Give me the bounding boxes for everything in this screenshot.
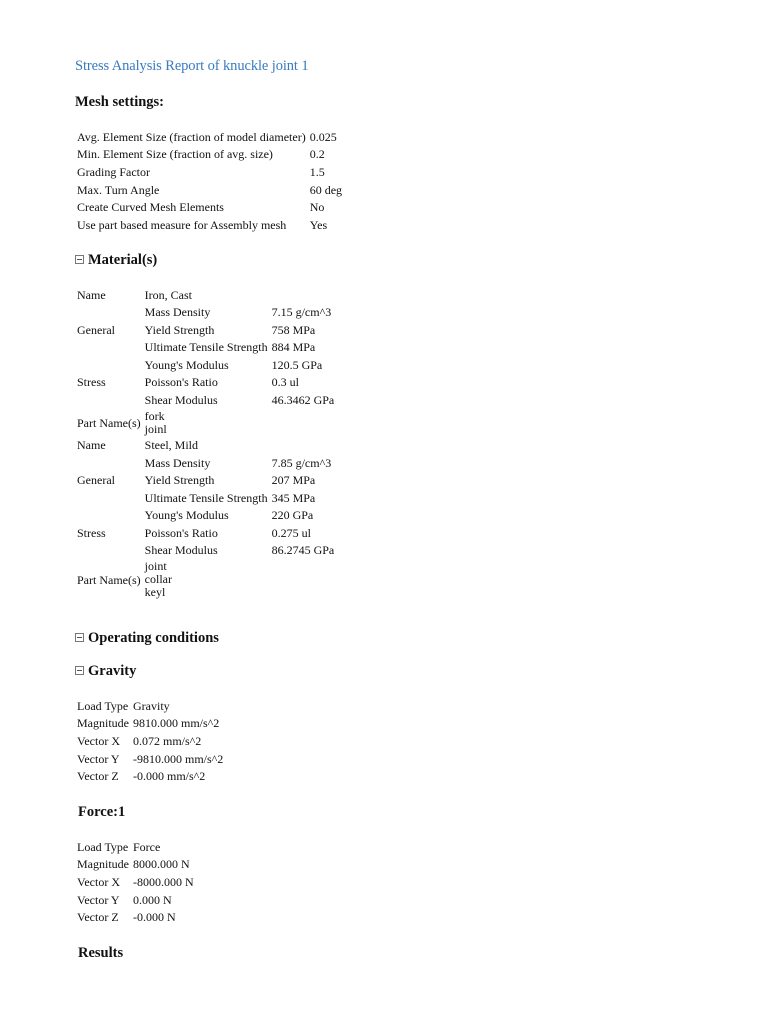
property-name: Ultimate Tensile Strength [144,340,268,355]
setting-value: 1.5 [309,164,325,179]
group-label-empty [75,304,143,322]
material-parts-row [75,559,354,600]
property-name: Ultimate Tensile Strength [144,490,268,505]
operating-conditions-label: Operating conditions [88,630,219,646]
force-row [75,856,196,874]
part-names-list [143,409,354,437]
mesh-setting-row [75,198,344,216]
material-name-row [75,437,354,455]
group-label-empty [75,542,143,560]
general-group-label: General [77,473,115,488]
operating-conditions-heading [75,630,219,647]
load-value: Gravity [133,698,170,713]
property-value: 758 MPa [271,322,316,337]
mesh-settings-table [75,128,344,234]
load-label: Vector X [77,874,120,889]
material-property-row [75,339,354,357]
gravity-heading [75,663,136,680]
material-property-row [75,304,354,322]
load-label: Vector X [77,733,120,748]
setting-label: Use part based measure for Assembly mesh [77,217,287,232]
collapse-toggle-icon[interactable] [75,633,84,642]
mesh-setting-row [75,146,344,164]
material-property-row [75,391,354,409]
gravity-row [75,732,225,750]
group-label-empty [75,339,143,357]
material-name: Steel, Mild [144,438,198,453]
property-value: 46.3462 GPa [271,392,335,407]
setting-label: Max. Turn Angle [77,182,160,197]
property-value: 220 GPa [271,508,314,523]
property-name: Mass Density [144,455,211,470]
gravity-table [75,697,225,785]
load-label: Vector Z [77,910,119,925]
material-property-row [75,356,354,374]
force-row [75,908,196,926]
gravity-row [75,767,225,785]
part-names-label: Part Name(s) [77,415,141,430]
report-title: Stress Analysis Report of knuckle joint 1 [75,58,309,74]
property-name: Mass Density [144,305,211,320]
load-value: -0.000 N [133,910,176,925]
materials-heading-label: Material(s) [88,252,158,268]
setting-value: 60 deg [309,182,343,197]
material-name-label: Name [77,438,106,453]
setting-value: Yes [309,217,328,232]
material-property-row [75,542,354,560]
group-label-empty [75,391,143,409]
load-value: 0.000 N [133,892,172,907]
property-value: 86.2745 GPa [271,543,335,558]
property-name: Young's Modulus [144,357,229,372]
property-value: 884 MPa [271,340,316,355]
material-property-row [75,374,354,392]
results-heading: Results [78,945,124,961]
part-name: fork [144,408,165,423]
material-name-row [75,286,354,304]
gravity-row [75,715,225,733]
property-value: 207 MPa [271,473,316,488]
load-value: 9810.000 mm/s^2 [133,716,220,731]
group-label-empty [75,507,143,525]
property-value: 7.85 g/cm^3 [271,455,332,470]
part-name: joint [144,559,167,573]
general-group-label: General [77,322,115,337]
part-name: keyl [144,585,166,599]
part-names-label: Part Name(s) [77,572,141,587]
materials-heading [75,252,157,269]
property-value: 0.3 ul [271,375,299,390]
property-name: Young's Modulus [144,508,229,523]
load-value: -9810.000 mm/s^2 [133,751,224,766]
material-parts-row [75,409,354,437]
group-label-empty [75,356,143,374]
gravity-row [75,750,225,768]
material-property-row [75,472,354,490]
property-name: Shear Modulus [144,392,218,407]
load-value: 0.072 mm/s^2 [133,733,202,748]
load-label: Vector Y [77,751,120,766]
load-value: -0.000 mm/s^2 [133,769,206,784]
setting-value: 0.025 [309,129,337,144]
property-value: 7.15 g/cm^3 [271,305,332,320]
collapse-toggle-icon[interactable] [75,255,84,264]
mesh-setting-row [75,216,344,234]
load-label: Load Type [77,839,129,854]
setting-label: Avg. Element Size (fraction of model diameter) [77,129,306,144]
setting-label: Create Curved Mesh Elements [77,200,224,215]
part-name: joinl [144,421,167,436]
materials-table [75,286,354,600]
setting-label: Grading Factor [77,164,150,179]
setting-value: 0.2 [309,147,325,162]
load-label: Magnitude [77,857,129,872]
group-label-empty [75,489,143,507]
property-value: 345 MPa [271,490,316,505]
load-value: Force [133,839,161,854]
force-table [75,838,196,926]
setting-label: Min. Element Size (fraction of avg. size) [77,147,273,162]
mesh-settings-heading: Mesh settings: [75,94,165,110]
property-name: Yield Strength [144,473,215,488]
material-name-label: Name [77,287,106,302]
property-value: 120.5 GPa [271,357,323,372]
property-name: Poisson's Ratio [144,525,218,540]
material-property-row [75,507,354,525]
material-property-row [75,321,354,339]
material-name: Iron, Cast [144,287,192,302]
property-name: Shear Modulus [144,543,218,558]
load-label: Load Type [77,698,129,713]
load-value: -8000.000 N [133,874,194,889]
part-name: collar [144,572,172,586]
property-value: 0.275 ul [271,525,311,540]
mesh-setting-row [75,163,344,181]
load-label: Vector Y [77,892,120,907]
gravity-heading-label: Gravity [88,663,137,679]
load-value: 8000.000 N [133,857,190,872]
force-row [75,891,196,909]
mesh-setting-row [75,128,344,146]
stress-group-label: Stress [77,525,106,540]
part-names-list [143,559,354,600]
property-name: Poisson's Ratio [144,375,218,390]
collapse-toggle-icon[interactable] [75,666,84,675]
stress-group-label: Stress [77,375,106,390]
load-label: Magnitude [77,716,129,731]
force-row [75,873,196,891]
mesh-setting-row [75,181,344,199]
load-label: Vector Z [77,769,119,784]
material-property-row [75,489,354,507]
group-label-empty [75,454,143,472]
force-row [75,838,196,856]
property-name: Yield Strength [144,322,215,337]
material-property-row [75,524,354,542]
gravity-row [75,697,225,715]
material-property-row [75,454,354,472]
force-heading: Force:1 [78,804,126,820]
setting-value: No [309,200,325,215]
